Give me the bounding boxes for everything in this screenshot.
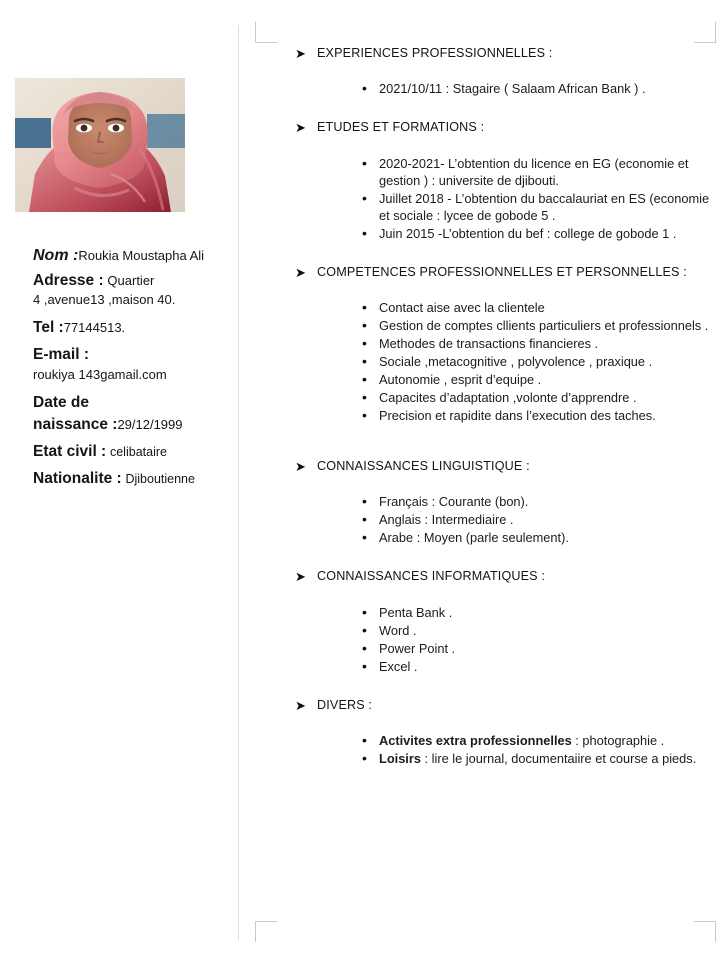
list-item-value: : photographie . [571,732,665,748]
list-item: • Contact aise avec la clientele [362,299,710,316]
crop-mark-bottom-right [694,921,716,942]
info-row-nationalite [33,469,233,488]
info-row-adresse [33,271,233,290]
sidebar-personal-info [0,0,238,967]
list-item: • Methodes de transactions financieres . [362,335,710,352]
nom-label: Nom : [33,247,79,264]
arrow-bullet-icon: ➤ [295,120,307,136]
list-item: • Power Point . [362,640,710,657]
list-item: • Gestion de comptes cllients particuliers et professionnels . [362,317,710,334]
bullet-list-wrapper [362,604,710,675]
list-item-label: Activites extra professionnelles [379,732,572,748]
nationalite-value: Djiboutienne [125,471,195,486]
nationalite-label: Nationalite : [33,469,122,487]
arrow-bullet-icon: ➤ [295,264,307,280]
list-item: • Autonomie , esprit d’equipe . [362,371,710,388]
list-item: • Arabe : Moyen (parle seulement). [362,529,710,546]
section-heading-informatiques [238,569,720,585]
adresse-label: Adresse : [33,271,104,289]
bullet-list-wrapper [362,732,710,767]
bullet-list-wrapper [362,299,710,424]
nom-value: Roukia Moustapha Ali [78,248,205,263]
arrow-bullet-icon: ➤ [295,569,307,585]
personal-info-block [33,246,233,496]
info-row-adresse-line2 [33,292,233,309]
tel-value: 77144513. [63,319,126,335]
info-row-dob-label-1 [33,393,233,412]
adresse-line2-value: 4 ,avenue13 ,maison 40. [33,292,176,308]
section-heading-competences [238,265,720,281]
section-etudes [238,120,720,241]
info-row-tel [33,318,233,337]
portrait-photo-image [15,78,185,212]
section-title: DIVERS : [317,697,373,712]
info-row-email-label [33,345,233,364]
list-item: • Capacites d’adaptation ,volonte d’apprendre . [362,389,710,406]
email-label: E-mail : [33,346,89,363]
dob-label-line2: naissance : [33,415,118,433]
list-item: • Penta Bank . [362,604,710,621]
list-item: • Anglais : Intermediaire . [362,511,710,528]
section-title: ETUDES ET FORMATIONS : [317,120,485,135]
section-heading-etudes [238,120,720,136]
dob-label-line1: Date de [33,394,89,412]
section-title: COMPETENCES PROFESSIONNELLES ET PERSONNELLES : [317,264,687,279]
list-item: • Sociale ,metacognitive , polyvolence , praxique . [362,353,710,370]
etat-civil-value: celibataire [109,444,167,459]
divers-list [362,732,710,767]
info-row-email-value [33,367,233,383]
bullet-list-wrapper [362,80,710,97]
section-experiences [238,46,720,97]
info-row-nom [33,246,233,266]
info-row-etat-civil [33,442,233,461]
list-item: • Excel . [362,658,710,675]
list-item: • Word . [362,622,710,639]
section-connaissances-informatiques [238,569,720,674]
experiences-list [362,80,710,97]
list-item-label: Loisirs [379,750,421,766]
etat-civil-label: Etat civil : [33,442,107,460]
section-heading-experiences [238,46,720,62]
arrow-bullet-icon: ➤ [295,46,307,61]
section-competences [238,265,720,424]
section-connaissances-linguistique [238,459,720,546]
section-title: CONNAISSANCES INFORMATIQUES : [317,569,546,584]
list-item: • Français : Courante (bon). [362,493,710,510]
arrow-bullet-icon: ➤ [295,458,307,474]
section-title: EXPERIENCES PROFESSIONNELLES : [317,46,553,60]
bullet-list-wrapper [362,493,710,546]
portrait-photo [15,78,185,212]
section-title: CONNAISSANCES LINGUISTIQUE : [317,458,530,473]
list-item: • 2021/10/11 : Stagaire ( Salaam African Bank ) . [362,80,710,97]
list-item: • Precision et rapidite dans l’execution des taches. [362,407,710,424]
bullet-list-wrapper [362,155,710,242]
dob-value: 29/12/1999 [117,416,183,432]
section-heading-linguistique [238,459,720,475]
list-item [362,750,710,767]
tel-label: Tel : [33,318,64,336]
etudes-list [362,155,710,242]
list-item: • 2020-2021- L’obtention du licence en EG (economie et gestion ) : universite de djibouti. [362,155,710,189]
email-value: roukiya 143gamail.com [33,367,167,383]
list-item: • Juillet 2018 - L’obtention du baccalauriat en ES (economie et sociale : lycee de gobode 5 . [362,190,710,224]
section-heading-divers [238,698,720,714]
linguistique-list [362,493,710,546]
list-item: • Juin 2015 -L’obtention du bef : college de gobode 1 . [362,225,710,242]
adresse-value: Quartier [107,272,155,288]
main-content-column [238,0,720,768]
list-item-value: : lire le journal, documentaiire et course a pieds. [420,750,697,766]
list-item [362,732,710,749]
section-divers [238,698,720,767]
competences-list [362,299,710,424]
info-row-dob [33,415,233,434]
arrow-bullet-icon: ➤ [295,697,307,713]
crop-mark-bottom-left [255,921,277,942]
informatiques-list [362,604,710,675]
